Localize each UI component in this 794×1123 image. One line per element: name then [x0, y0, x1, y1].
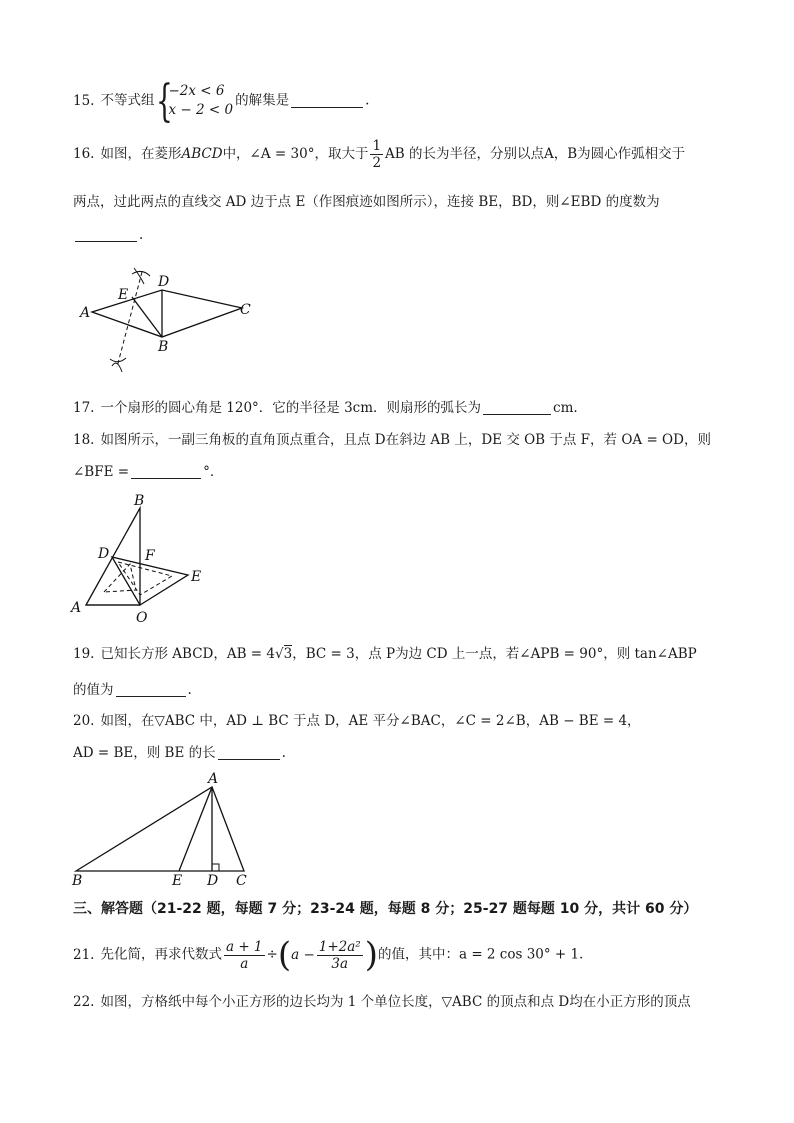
question-text: ∠BFE = [73, 464, 130, 480]
question-text: 如图所示，一副三角板的直角顶点重合，且点 D在斜边 AB 上，DE 交 OB 于点 F，若 OA = OD，则 [100, 432, 711, 448]
question-19-line-2 [73, 680, 192, 700]
question-20-line-2 [73, 743, 286, 763]
math-text: a − [291, 946, 315, 963]
question-18-line-1 [73, 430, 711, 450]
label-d: D [158, 274, 170, 290]
question-16-line-1 [73, 138, 685, 171]
question-text: 已知长方形 ABCD，AB = 4 [100, 646, 276, 662]
section-heading: 三、解答题（21-22 题，每题 7 分；23-24 题，每题 8 分；25-27 题每题 10 分，共计 60 分） [73, 901, 698, 917]
question-number: 17. [73, 400, 95, 416]
numerator: 1+2a² [318, 938, 361, 955]
answer-blank [291, 93, 363, 108]
punctuation: . [139, 227, 144, 243]
label-b: B [134, 493, 145, 509]
label-o: O [136, 610, 148, 626]
inequality-1: −2x < 6 [168, 83, 225, 99]
label-f: F [145, 548, 155, 564]
label-d: D [207, 873, 219, 889]
answer-blank [483, 400, 551, 415]
question-text: 先化简，再求代数式 [100, 946, 222, 963]
math-text: ABCD [181, 146, 223, 162]
label-d: D [98, 546, 110, 562]
label-e: E [191, 569, 202, 585]
question-text: AD = BE，则 BE 的长 [73, 745, 216, 761]
punctuation: . [365, 92, 370, 109]
sqrt-icon: √ [275, 646, 284, 662]
question-text: 的值，其中：a = 2 cos 30° + 1． [377, 946, 593, 963]
question-text: 不等式组 [100, 92, 155, 109]
sqrt-value: 3 [283, 646, 293, 662]
question-text: 如图，方格纸中每个小正方形的边长均为 1 个单位长度，▽ABC 的顶点和点 D均在小正方形的顶点 [100, 994, 691, 1010]
arc-bottom [110, 358, 126, 362]
fraction-2 [317, 939, 363, 972]
punctuation: . [281, 745, 286, 761]
question-text: 的值为 [73, 682, 114, 698]
rhombus-figure [70, 262, 260, 377]
question-text: 的解集是 [235, 92, 290, 109]
question-17 [73, 398, 578, 418]
triangle-doe [112, 557, 188, 605]
question-text: AB 的长为半径，分别以点A，B为圆心作弧相交于 [385, 146, 686, 162]
label-a: A [80, 305, 91, 321]
right-paren-icon: ) [364, 935, 378, 975]
denominator: 2 [372, 155, 382, 171]
question-text: 一个扇形的圆心角是 120°．它的半径是 3cm．则扇形的弧长为 [100, 400, 482, 416]
label-b: B [72, 873, 83, 889]
triangle-abc-figure [68, 770, 258, 890]
arc-bottom-2 [112, 363, 122, 372]
question-text: 中，∠A = 30°，取大于 [222, 146, 369, 162]
question-text: ，BC = 3，点 P为边 CD 上一点，若∠APB = 90°，则 tan∠ABP [292, 646, 697, 662]
label-a: A [71, 600, 82, 616]
question-number: 19. [73, 646, 95, 662]
question-15 [73, 76, 370, 127]
question-text: 如图，在▽ABC 中，AD ⊥ BC 于点 D，AE 平分∠BAC，∠C = 2∠B，AB − BE = 4， [100, 713, 641, 729]
label-b: B [158, 339, 169, 355]
denominator: 3a [331, 955, 349, 972]
question-19-line-1 [73, 644, 697, 664]
bisector-ae [179, 787, 212, 871]
numerator: 1 [372, 138, 382, 154]
answer-blank [116, 682, 186, 697]
fraction-1 [224, 939, 265, 972]
label-c: C [236, 873, 247, 889]
inequality-system [156, 76, 234, 127]
punctuation: °． [203, 464, 224, 480]
answer-blank [75, 227, 137, 242]
question-number: 15. [73, 92, 95, 109]
brace-icon: { [156, 76, 174, 127]
triangle-set-figure [68, 492, 218, 627]
rhombus-abcd [92, 290, 242, 337]
label-e: E [118, 287, 129, 303]
left-paren-icon: ( [277, 935, 292, 975]
denominator: a [240, 955, 249, 972]
question-18-line-2 [73, 462, 223, 482]
inner-dashed-triangle-2 [104, 564, 136, 592]
question-number: 22. [73, 994, 95, 1010]
unit: cm. [553, 400, 578, 416]
question-number: 20. [73, 713, 95, 729]
punctuation: . [187, 682, 192, 698]
answer-blank [131, 464, 201, 479]
right-angle-icon [212, 864, 219, 871]
numerator: a + 1 [225, 938, 263, 955]
label-a: A [208, 771, 219, 787]
question-22 [73, 992, 691, 1012]
label-e: E [172, 873, 183, 889]
question-16-line-2: 两点，过此两点的直线交 AD 边于点 E（作图痕迹如图所示），连接 BE，BD，则∠EBD 的度数为 [73, 194, 660, 210]
inequality-2: x − 2 < 0 [168, 102, 234, 118]
question-21 [73, 935, 593, 975]
paren-content [291, 939, 365, 972]
divide-sign: ÷ [266, 946, 278, 963]
question-20-line-1 [73, 711, 641, 731]
fraction-half [370, 138, 383, 171]
question-number: 18. [73, 432, 95, 448]
question-number: 16. [73, 146, 95, 162]
question-16-line-3 [73, 225, 143, 245]
question-text: 如图，在菱形 [100, 146, 182, 162]
label-c: C [240, 302, 251, 318]
question-number: 21. [73, 946, 95, 963]
answer-blank [218, 745, 280, 760]
triangle-abc [76, 787, 244, 871]
